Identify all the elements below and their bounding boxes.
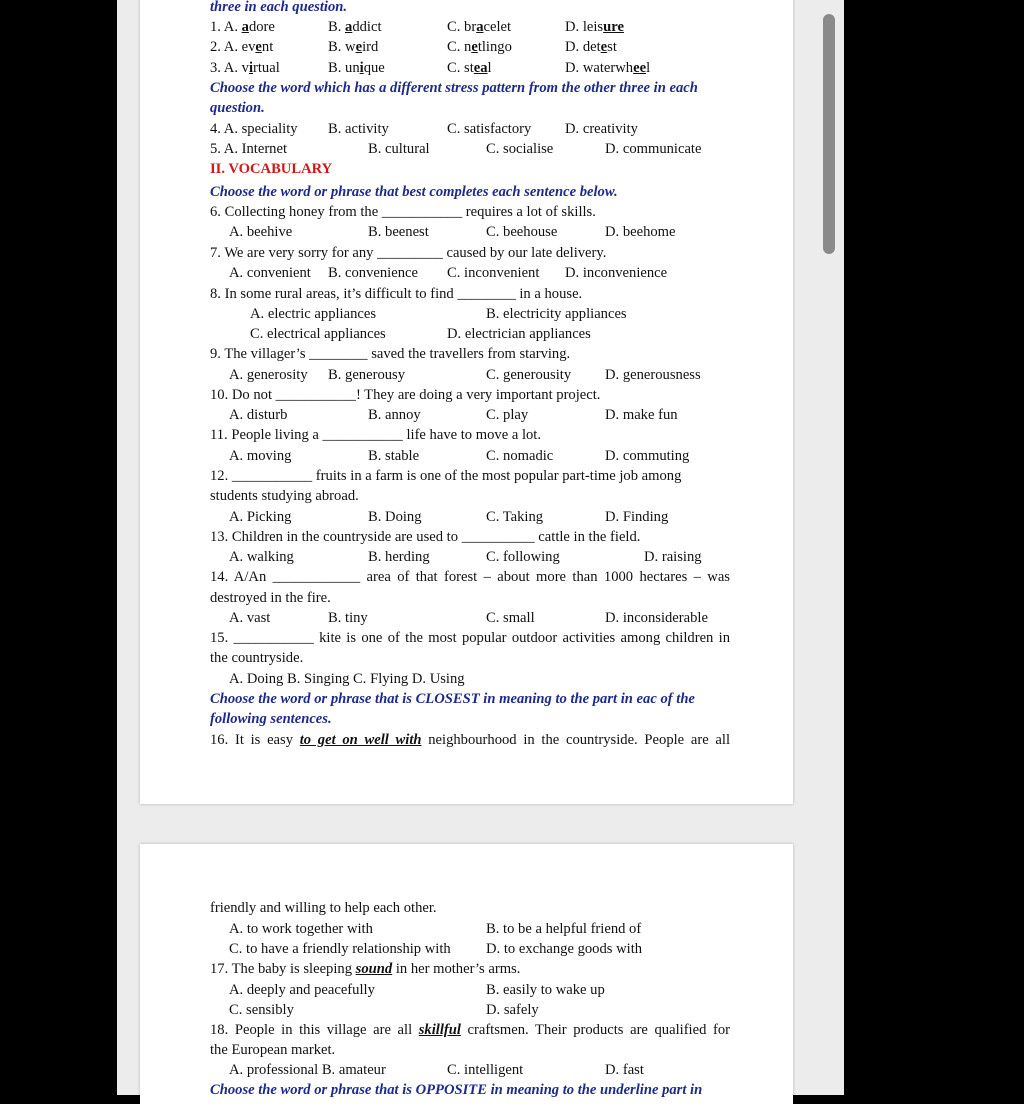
scrollbar-thumb[interactable]: [823, 14, 835, 254]
question-16-cont: friendly and willing to help each other.: [210, 900, 437, 916]
question-18: 18. People in this village are all skillful craftsmen. Their products are qualified for: [210, 1022, 730, 1038]
instruction-stress: Choose the word which has a different stress pattern from the other three in each: [210, 80, 698, 96]
question-13: 13. Children in the countryside are used to __________ cattle in the field.: [210, 529, 641, 545]
question-11: 11. People living a ___________ life have to move a lot.: [210, 427, 542, 443]
question-15-cont: the countryside.: [210, 650, 304, 666]
question-12-cont: students studying abroad.: [210, 488, 359, 504]
section-title-vocabulary: II. VOCABULARY: [210, 161, 333, 177]
instruction-opposite: Choose the word or phrase that is OPPOSITE in meaning to the underline part in: [210, 1082, 703, 1098]
question-9: 9. The villager’s ________ saved the travellers from starving.: [210, 346, 571, 362]
instruction-stress-cont: question.: [210, 100, 265, 116]
instruction-closest-cont: following sentences.: [210, 711, 332, 727]
question-7: 7. We are very sorry for any _________ caused by our late delivery.: [210, 245, 607, 261]
question-16: 16. It is easy to get on well with neighbourhood in the countryside. People are all: [210, 732, 730, 748]
question-12: 12. ___________ fruits in a farm is one of the most popular part-time job among: [210, 468, 682, 484]
question-6: 6. Collecting honey from the ___________ requires a lot of skills.: [210, 204, 596, 220]
question-15: 15. ___________ kite is one of the most popular outdoor activities among children in: [210, 630, 730, 646]
instruction-pronunciation: three in each question.: [210, 0, 348, 15]
instruction-closest: Choose the word or phrase that is CLOSEST in meaning to the part in eac of the: [210, 691, 695, 707]
question-18-cont: the European market.: [210, 1042, 336, 1058]
instruction-vocabulary: Choose the word or phrase that best completes each sentence below.: [210, 184, 618, 200]
question-17: 17. The baby is sleeping sound in her mother’s arms.: [210, 961, 521, 977]
question-14-cont: destroyed in the fire.: [210, 590, 331, 606]
question-8: 8. In some rural areas, it’s difficult to find ________ in a house.: [210, 286, 583, 302]
question-10: 10. Do not ___________! They are doing a very important project.: [210, 387, 601, 403]
question-14: 14. A/An ____________ area of that forest – about more than 1000 hectares – was: [210, 569, 730, 585]
